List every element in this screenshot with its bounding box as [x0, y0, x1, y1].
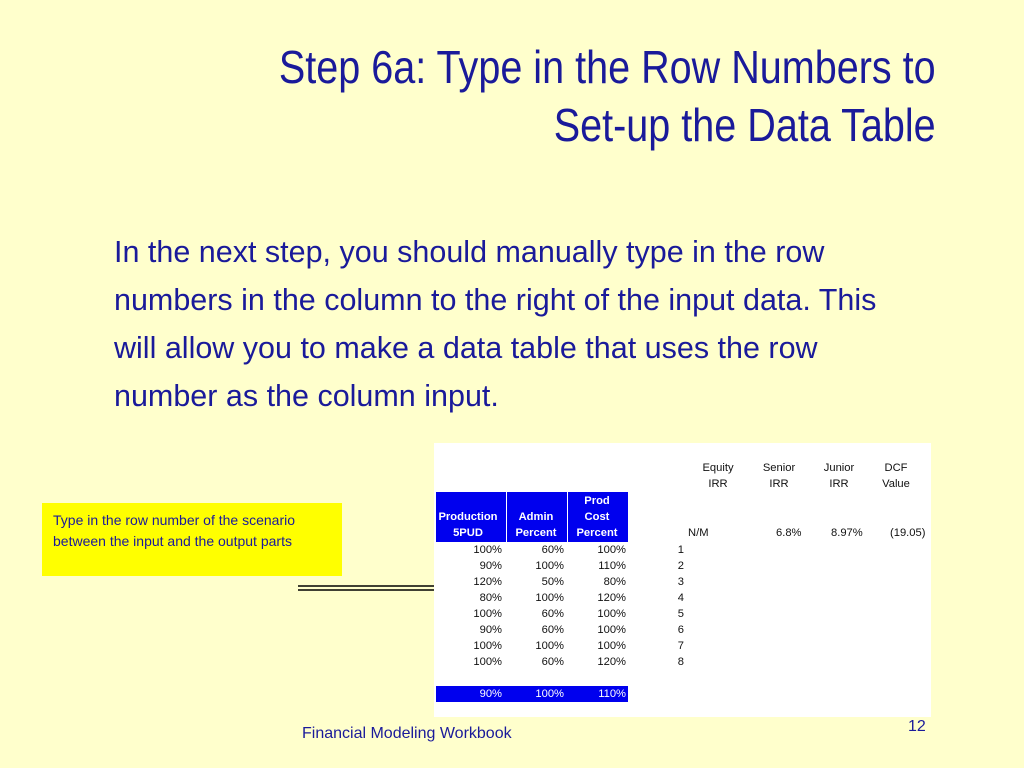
cell-production: 100%	[473, 544, 502, 556]
table-row	[434, 622, 931, 638]
title-line-2: Set-up the Data Table	[554, 99, 936, 151]
cell-production: 100%	[473, 656, 502, 668]
cell-prod-cost: 120%	[597, 656, 626, 668]
cell-admin: 60%	[541, 608, 564, 620]
spreadsheet-screenshot	[434, 443, 931, 717]
cell-production: 80%	[479, 592, 502, 604]
output-header-junior-irr	[809, 460, 869, 492]
header-line: Admin	[518, 511, 554, 523]
result-senior-irr: 6.8%	[776, 527, 802, 539]
title-line-1: Step 6a: Type in the Row Numbers to	[279, 41, 936, 93]
result-equity-irr: N/M	[688, 527, 709, 539]
cell-prod-cost: 100%	[597, 544, 626, 556]
cell-production: 90%	[479, 560, 502, 572]
callout-box: Type in the row number of the scenario between the input and the output parts	[42, 503, 342, 576]
table-row	[434, 590, 931, 606]
selected-admin: 100%	[535, 688, 564, 700]
results-row	[434, 525, 931, 541]
header-line: Junior	[823, 462, 855, 474]
row-number: 3	[677, 576, 684, 588]
header-line: Cost	[584, 511, 610, 523]
cell-admin: 100%	[535, 640, 564, 652]
cell-admin: 60%	[541, 544, 564, 556]
output-header-dcf-value	[866, 460, 926, 492]
header-line: Value	[882, 478, 910, 490]
header-line: Production	[438, 511, 498, 523]
cell-admin: 60%	[541, 624, 564, 636]
slide-title	[279, 38, 936, 154]
cell-admin: 60%	[541, 656, 564, 668]
header-line: IRR	[829, 478, 849, 490]
row-number: 6	[677, 624, 684, 636]
cell-prod-cost: 110%	[598, 560, 626, 572]
table-row	[434, 542, 931, 558]
cell-prod-cost: 80%	[603, 576, 626, 588]
footer-text: Financial Modeling Workbook	[302, 725, 512, 742]
header-line: 5PUD	[453, 527, 483, 539]
cell-prod-cost: 100%	[597, 624, 626, 636]
header-line: Prod	[584, 495, 610, 507]
page-number: 12	[908, 718, 926, 735]
result-dcf-value: (19.05)	[890, 527, 926, 539]
cell-admin: 100%	[535, 560, 564, 572]
row-number: 2	[677, 560, 684, 572]
header-line: Percent	[576, 527, 618, 539]
table-row	[434, 558, 931, 574]
body-paragraph: In the next step, you should manually type in the row numbers in the column to the right of the input data. This will allow you to make a data table that uses the row number as the column input.	[114, 235, 877, 413]
row-number: 5	[677, 608, 684, 620]
output-header-senior-irr	[749, 460, 809, 492]
row-number: 8	[677, 656, 684, 668]
header-line: Senior	[762, 462, 796, 474]
output-header-equity-irr	[688, 460, 748, 492]
row-number: 1	[677, 544, 684, 556]
header-line: IRR	[769, 478, 789, 490]
table-row	[434, 606, 931, 622]
header-line: Percent	[515, 527, 557, 539]
table-row	[434, 638, 931, 654]
header-line: DCF	[884, 462, 908, 474]
selected-scenario-row	[436, 686, 628, 702]
cell-prod-cost: 100%	[597, 640, 626, 652]
header-line: IRR	[708, 478, 728, 490]
table-row	[434, 574, 931, 590]
table-row	[434, 654, 931, 670]
row-number: 4	[677, 592, 684, 604]
row-number: 7	[677, 640, 684, 652]
cell-admin: 50%	[541, 576, 564, 588]
result-junior-irr: 8.97%	[831, 527, 863, 539]
cell-prod-cost: 120%	[597, 592, 626, 604]
cell-prod-cost: 100%	[597, 608, 626, 620]
selected-production: 90%	[479, 688, 502, 700]
cell-production: 100%	[473, 608, 502, 620]
cell-production: 90%	[479, 624, 502, 636]
cell-production: 120%	[473, 576, 502, 588]
selected-prod-cost: 110%	[598, 688, 626, 700]
cell-admin: 100%	[535, 592, 564, 604]
cell-production: 100%	[473, 640, 502, 652]
header-line: Equity	[702, 462, 734, 474]
